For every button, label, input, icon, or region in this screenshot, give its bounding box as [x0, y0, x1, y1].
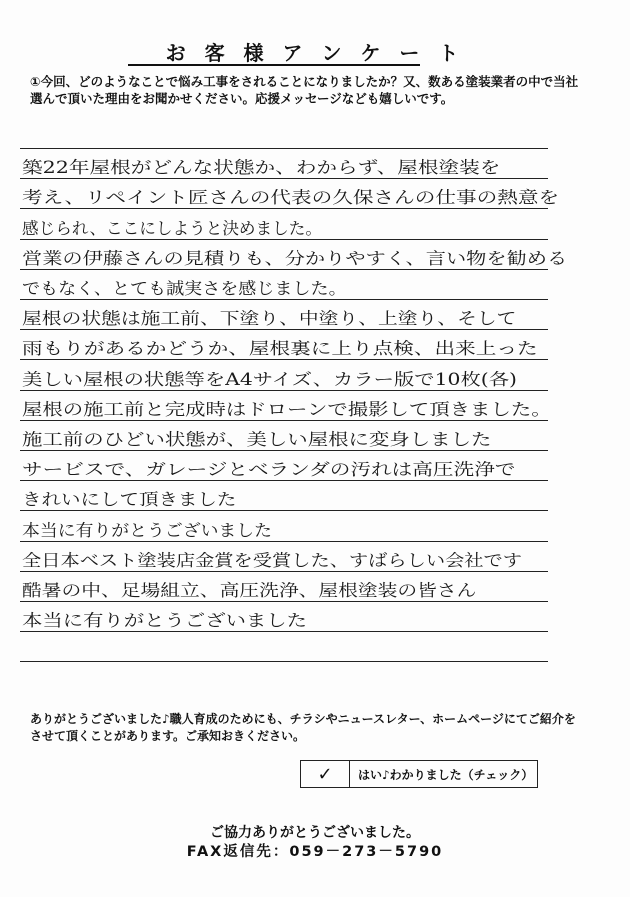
answer-rule-line — [20, 661, 548, 662]
handwritten-answer-line: でもなく、とても誠実さを感じました。 — [22, 279, 347, 298]
fax-number: FAX返信先：059－273－5790 — [186, 844, 444, 860]
answer-rule-line — [20, 420, 548, 421]
answer-rule-line — [20, 208, 548, 209]
handwritten-answer-line: 酷暑の中、足場組立、高圧洗浄、屋根塗装の皆さん — [22, 581, 477, 600]
handwritten-answer-line: 屋根の施工前と完成時はドローンで撮影して頂きました。 — [22, 399, 552, 419]
consent-label: はい♪わかりました（チェック） — [358, 767, 534, 782]
handwritten-answer-line: 考え、リペイント匠さんの代表の久保さんの仕事の熱意を — [22, 188, 560, 208]
answer-rule-line — [20, 601, 548, 602]
question-text: ①今回、どのようなことで悩み工事をされることになりましたか？又、数ある塗装業者の中で当社選んで頂いた理由をお聞かせください。応援メッセージなども嬉しいです。 — [30, 74, 579, 106]
answer-rule-line — [20, 571, 548, 572]
answer-rule-line — [20, 269, 548, 270]
answer-rule-line — [20, 390, 548, 391]
answer-rule-line — [20, 359, 548, 360]
title-underline — [128, 64, 420, 66]
handwritten-answer-line: 築22年屋根がどんな状態か、わからず、屋根塗装を — [22, 158, 501, 178]
answer-rule-line — [20, 450, 548, 451]
handwritten-answer-line: 本当に有りがとうございました — [22, 611, 307, 631]
checkmark-icon[interactable]: ✓ — [301, 761, 350, 787]
form-title: お 客 様 ア ン ケ ー ト — [165, 41, 465, 65]
answer-rule-line — [20, 510, 548, 511]
handwritten-answer-line: 営業の伊藤さんの見積りも、分かりやすく、言い物を勧める — [22, 248, 568, 268]
handwritten-answer-line: 本当に有りがとうございました — [22, 520, 272, 540]
publication-notice: ありがとうございました♪職人育成のためにも、チラシやニュースレター、ホームページにてご紹介をさせて頂くことがあります。ご承知おきください。 — [30, 712, 576, 743]
handwritten-answer-line: 感じられ、ここにしようと決めました。 — [22, 218, 322, 238]
answer-rule-line — [20, 631, 548, 632]
handwritten-answer-line: きれいにして頂きました — [22, 490, 237, 510]
answer-rule-line — [20, 178, 548, 179]
handwritten-answer-line: サービスで、ガレージとベランダの汚れは高圧洗浄で — [22, 460, 516, 480]
handwritten-answer-line: 全日本ベスト塗装店金賞を受賞した、すばらしい会社です — [22, 550, 522, 570]
answer-rule-line — [20, 239, 548, 240]
handwritten-answer-line: 屋根の状態は施工前、下塗り、中塗り、上塗り、そして — [22, 309, 517, 329]
answer-rule-line — [20, 329, 548, 330]
answer-rule-line — [20, 148, 548, 149]
answer-rule-line — [20, 541, 548, 542]
answer-rule-line — [20, 299, 548, 300]
handwritten-answer-line: 美しい屋根の状態等をA4サイズ、カラー版で10枚(各) — [22, 369, 517, 389]
handwritten-answer-line: 雨もりがあるかどうか、屋根裏に上り点検、出来上った — [22, 339, 538, 359]
thanks-text: ご協力ありがとうございました。 — [210, 825, 420, 841]
handwritten-answer-line: 施工前のひどい状態が、美しい屋根に変身しました — [22, 430, 492, 449]
consent-checkbox-row[interactable] — [300, 760, 538, 788]
answer-rule-line — [20, 480, 548, 481]
